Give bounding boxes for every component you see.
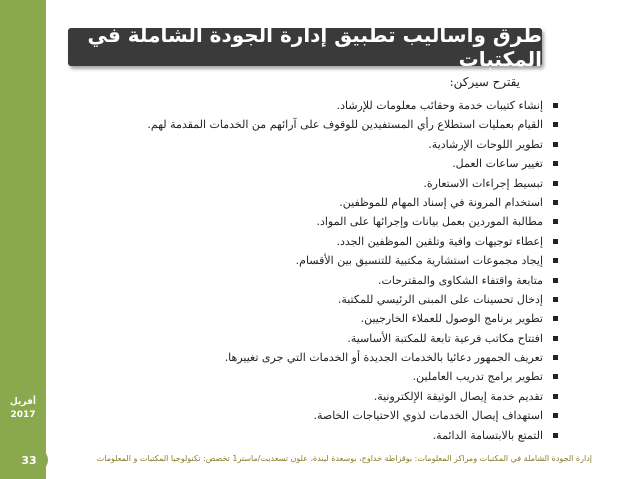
date-year: 2017 bbox=[10, 410, 36, 420]
bullet-square-icon bbox=[553, 200, 558, 205]
list-item bbox=[18, 232, 558, 251]
bullet-square-icon bbox=[553, 258, 558, 263]
list-item bbox=[18, 174, 558, 193]
list-item-text: تطوير برنامج الوصول للعملاء الخارجيين. bbox=[360, 312, 543, 326]
list-item bbox=[18, 426, 558, 445]
list-item-text: استخدام المرونة في إسناد المهام للموظفين. bbox=[339, 195, 543, 209]
bullet-square-icon bbox=[553, 161, 558, 166]
list-item-text: التمتع بالابتسامة الدائمة. bbox=[432, 428, 543, 442]
list-item bbox=[18, 271, 558, 290]
bullet-square-icon bbox=[553, 239, 558, 244]
list-item-text: تغيير ساعات العمل. bbox=[452, 157, 543, 171]
list-item bbox=[18, 367, 558, 386]
list-item bbox=[18, 387, 558, 406]
list-item bbox=[18, 154, 558, 173]
footer-citation: إدارة الجودة الشاملة في المكتبات ومراكز المعلومات: بوقزاطة خداوج، بوسعدة ليندة، علون تسعديت/ماستر1 تخصص: تكنولوجيا المكتبات و المعلومات bbox=[96, 454, 592, 463]
bullet-square-icon bbox=[553, 433, 558, 438]
intro-text: يقترح سيركن: bbox=[449, 75, 520, 89]
slide-title: طرق وأساليب تطبيق إدارة الجودة الشاملة في المكتبات bbox=[87, 23, 542, 71]
list-item-text: القيام بعمليات استطلاع رأي المستفيدين للوقوف على آرائهم من الخدمات المقدمة لهم. bbox=[147, 118, 543, 132]
list-item-text: متابعة واقتفاء الشكاوى والمقترحات. bbox=[378, 273, 543, 287]
bullet-square-icon bbox=[553, 219, 558, 224]
list-item-text: إعطاء توجيهات وافية وتلقين الموظفين الجدد. bbox=[336, 234, 543, 248]
list-item bbox=[18, 406, 558, 425]
bullet-square-icon bbox=[553, 122, 558, 127]
bullet-list bbox=[18, 96, 558, 445]
list-item bbox=[18, 135, 558, 154]
list-item-text: تقديم خدمة إيصال الوثيقة الإلكترونية. bbox=[373, 389, 543, 403]
list-item-text: تطوير برامج تدريب العاملين. bbox=[412, 370, 543, 384]
bullet-square-icon bbox=[553, 374, 558, 379]
list-item bbox=[18, 348, 558, 367]
bullet-square-icon bbox=[553, 394, 558, 399]
bullet-square-icon bbox=[553, 316, 558, 321]
list-item bbox=[18, 329, 558, 348]
list-item-text: إيجاد مجموعات استشارية مكتبية للتنسيق بين الأقسام. bbox=[295, 254, 543, 268]
bullet-square-icon bbox=[553, 355, 558, 360]
bullet-square-icon bbox=[553, 336, 558, 341]
page-number: 33 bbox=[21, 453, 37, 467]
list-item bbox=[18, 251, 558, 270]
list-item bbox=[18, 290, 558, 309]
list-item-text: استهداف إيصال الخدمات لذوي الاحتياجات الخاصة. bbox=[313, 409, 543, 423]
list-item-text: إدخال تحسينات على المبنى الرئيسي للمكتبة. bbox=[337, 292, 543, 306]
bullet-square-icon bbox=[553, 103, 558, 108]
bullet-square-icon bbox=[553, 413, 558, 418]
list-item bbox=[18, 96, 558, 115]
list-item-text: تطوير اللوحات الإرشادية. bbox=[428, 137, 543, 151]
bullet-square-icon bbox=[553, 278, 558, 283]
bullet-square-icon bbox=[553, 142, 558, 147]
page-number-badge bbox=[10, 449, 48, 471]
date-month: أفريل bbox=[10, 397, 36, 407]
list-item bbox=[18, 193, 558, 212]
list-item-text: إنشاء كتيبات خدمة وحقائب معلومات للإرشاد. bbox=[336, 99, 543, 112]
list-item-text: مطالبة الموردين بعمل بيانات وإجرائها على المواد. bbox=[316, 215, 543, 229]
list-item-text: تبسيط إجراءات الاستعارة. bbox=[423, 176, 543, 190]
list-item bbox=[18, 309, 558, 328]
list-item bbox=[18, 115, 558, 134]
list-item-text: تعريف الجمهور دعائيا بالخدمات الجديدة أو الخدمات التي جرى تغييرها. bbox=[224, 351, 543, 365]
bullet-square-icon bbox=[553, 297, 558, 302]
bullet-square-icon bbox=[553, 181, 558, 186]
list-item bbox=[18, 212, 558, 231]
title-box bbox=[68, 23, 542, 71]
list-item-text: افتتاح مكاتب فرعية تابعة للمكتبة الأساسية. bbox=[347, 331, 543, 345]
